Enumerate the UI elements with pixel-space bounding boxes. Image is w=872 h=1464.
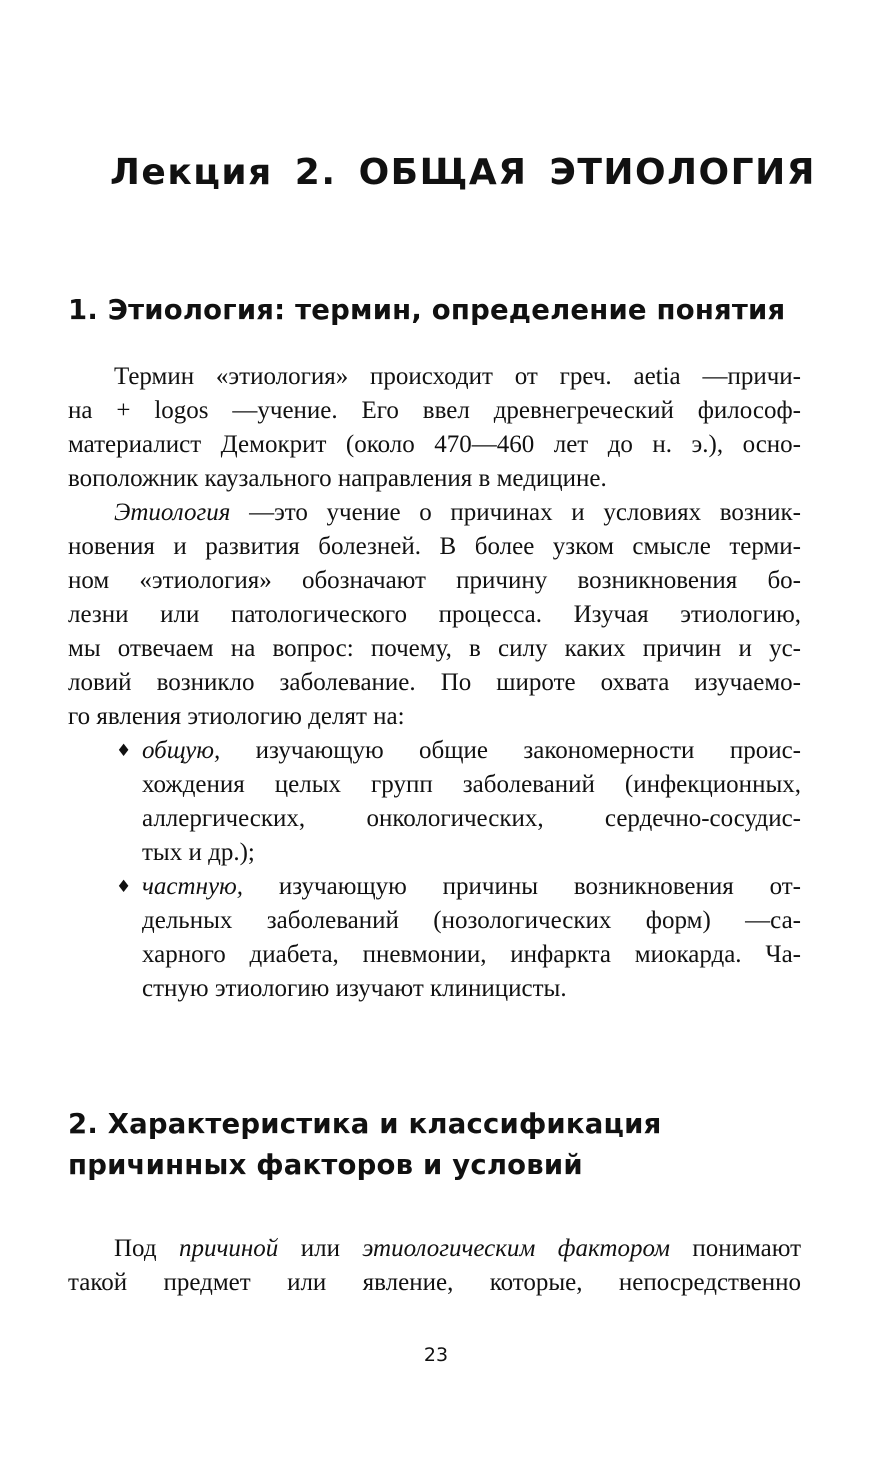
definition-line <box>68 496 801 530</box>
section-2-body <box>68 1232 801 1300</box>
list-term: частную, <box>142 873 243 900</box>
section-2-heading <box>68 1104 661 1186</box>
term-cause: причиной <box>178 1235 279 1262</box>
diamond-bullet-icon: ♦ <box>116 741 132 761</box>
word: Под <box>114 1235 157 1262</box>
list-text: изучающую причины возникновения от- <box>278 873 801 900</box>
text-line <box>68 1232 801 1266</box>
text-line: на + logos —учение. Его ввел древнегреческий философ- <box>68 397 801 424</box>
text-line: материалист Демокрит (около 470—460 лет до н. э.), осно- <box>68 431 801 458</box>
section-1-heading <box>68 290 785 331</box>
list-item-general <box>68 734 801 768</box>
list-continuation: тых и др.); <box>142 839 255 866</box>
word: понимают <box>692 1235 802 1262</box>
diamond-bullet-icon: ♦ <box>116 877 132 897</box>
word: или <box>300 1235 340 1262</box>
term-etiology: Этиология <box>114 499 231 526</box>
list-continuation: хождения целых групп заболеваний (инфекционных, <box>142 771 801 798</box>
list-continuation: дельных заболеваний (нозологических форм) —са- <box>142 907 801 934</box>
definition-text: —это учение о причинах и условиях возник- <box>249 499 801 526</box>
chapter-title: Лекция 2. ОБЩАЯ ЭТИОЛОГИЯ <box>110 152 816 193</box>
list-continuation: аллергических, онкологических, сердечно-сосудис- <box>142 805 801 832</box>
list-continuation: харного диабета, пневмонии, инфаркта миокарда. Ча- <box>142 941 801 968</box>
text-line: воположник каузального направления в медицине. <box>68 465 607 492</box>
section-2-heading-line: 2. Характеристика и классификация <box>68 1108 662 1140</box>
text-line: ном «этиология» обозначают причину возникновения бо- <box>68 567 801 594</box>
term-etiological-factor: этиологическим фактором <box>362 1235 670 1262</box>
text-line: новения и развития болезней. В более узком смысле терми- <box>68 533 801 560</box>
section-1-heading-text: 1. Этиология: термин, определение понятия <box>68 294 786 326</box>
list-continuation: стную этиологию изучают клиницисты. <box>142 975 567 1002</box>
text-line: Термин «этиология» происходит от греч. aetia —причи- <box>114 363 801 390</box>
list-item-specific <box>68 870 801 904</box>
text-line: ловий возникло заболевание. По широте охвата изучаемо- <box>68 669 801 696</box>
list-text: изучающую общие закономерности проис- <box>255 737 802 764</box>
text-line: такой предмет или явление, которые, непосредственно <box>68 1269 801 1296</box>
text-line: мы отвечаем на вопрос: почему, в силу каких причин и ус- <box>68 635 801 662</box>
section-2-heading-line: причинных факторов и условий <box>68 1149 583 1181</box>
text-line: го явления этиологию делят на: <box>68 703 405 730</box>
list-term: общую, <box>142 737 221 764</box>
text-line: лезни или патологического процесса. Изучая этиологию, <box>68 601 801 628</box>
page-number: 23 <box>423 1344 449 1366</box>
section-1-body <box>68 360 801 1006</box>
